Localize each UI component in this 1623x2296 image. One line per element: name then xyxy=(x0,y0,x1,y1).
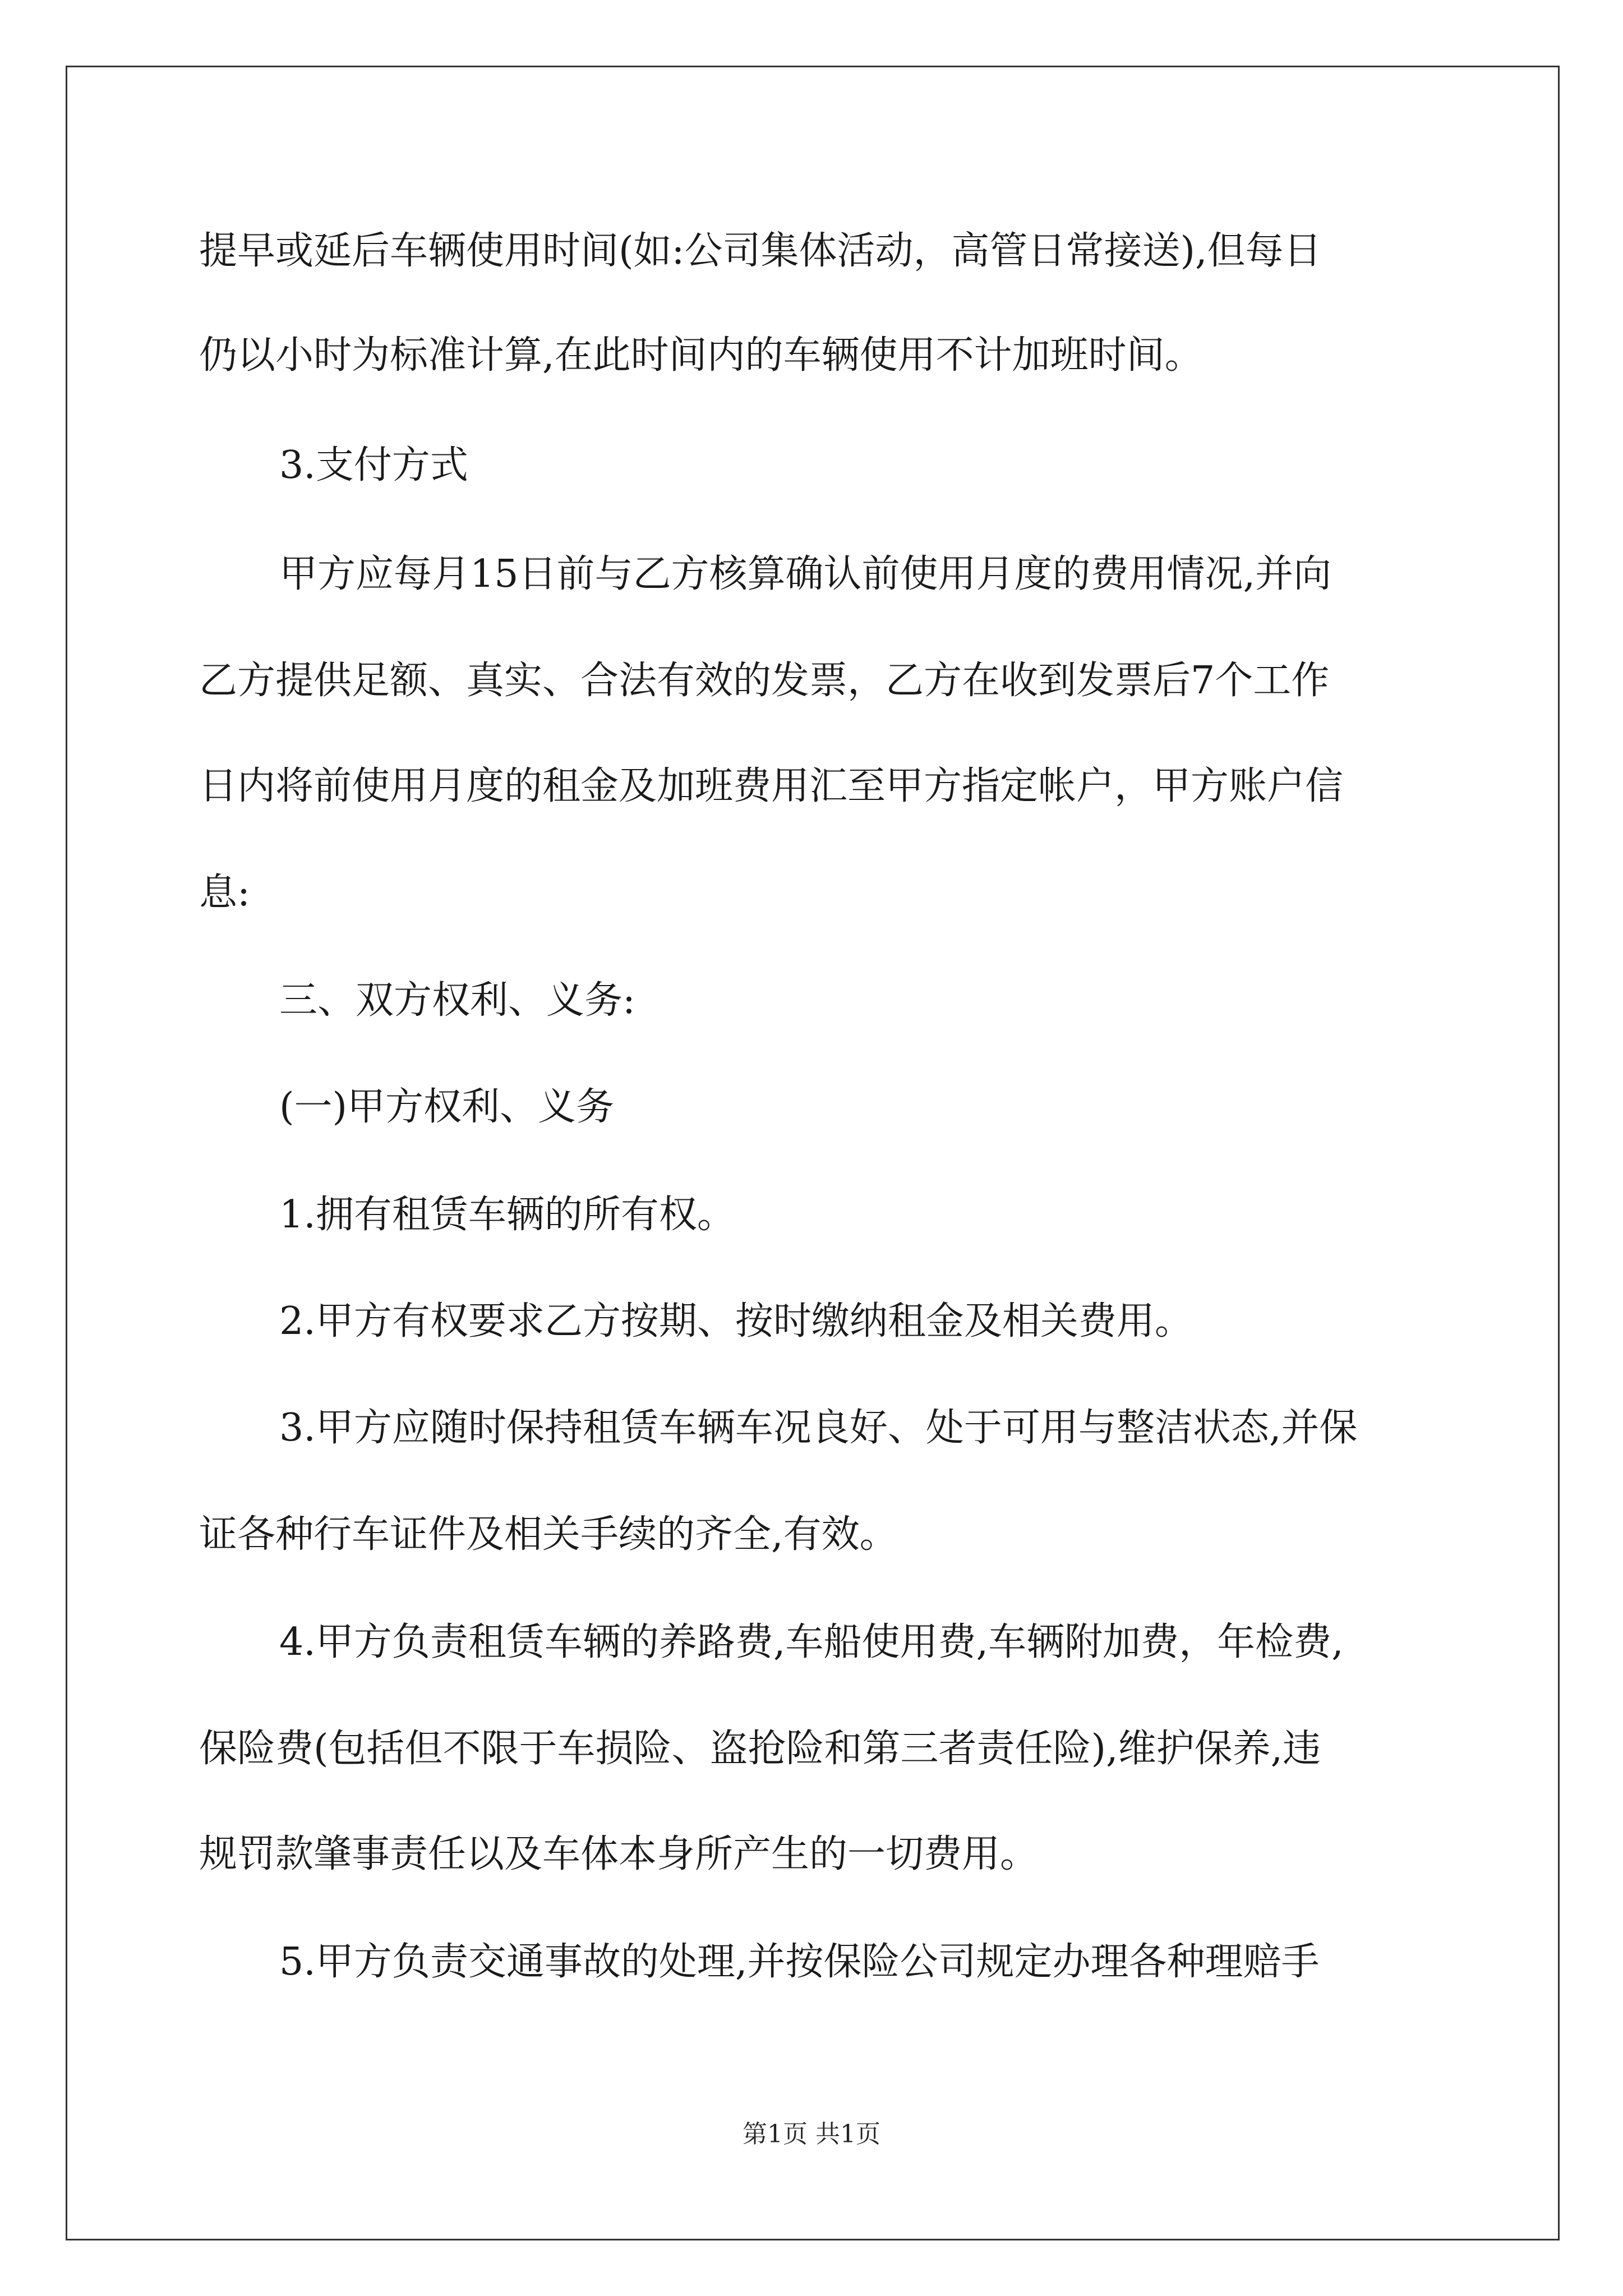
text-line: 甲方应每月15日前与乙方核算确认前使用月度的费用情况,并向 xyxy=(279,552,1332,596)
text-line: 提早或延后车辆使用时间(如:公司集体活动，高管日常接送),但每日 xyxy=(199,229,1322,273)
text-line: 乙方提供足额、真实、合法有效的发票，乙方在收到发票后7个工作 xyxy=(199,659,1330,703)
text-line: 保险费(包括但不限于车损险、盗抢险和第三者责任险),维护保养,违 xyxy=(199,1727,1321,1771)
subsection-heading: (一)甲方权利、义务 xyxy=(279,1085,615,1129)
page-border xyxy=(66,66,1560,2240)
section-heading: 3.支付方式 xyxy=(279,443,468,487)
section-heading: 三、双方权利、义务: xyxy=(279,978,635,1023)
list-item: 5.甲方负责交通事故的处理,并按保险公司规定办理各种理赔手 xyxy=(279,1940,1320,1984)
text-line: 日内将前使用月度的租金及加班费用汇至甲方指定帐户，甲方账户信 xyxy=(199,764,1344,808)
text-line: 息: xyxy=(199,871,250,915)
text-line: 规罚款肇事责任以及车体本身所产生的一切费用。 xyxy=(199,1832,1039,1876)
list-item: 2.甲方有权要求乙方按期、按时缴纳租金及相关费用。 xyxy=(279,1299,1193,1343)
list-item: 3.甲方应随时保持租赁车辆车况良好、处于可用与整洁状态,并保 xyxy=(279,1406,1358,1450)
page-number-footer: 第1页 共1页 xyxy=(743,2120,880,2148)
text-line: 仍以小时为标准计算,在此时间内的车辆使用不计加班时间。 xyxy=(199,333,1203,378)
text-line: 证各种行车证件及相关手续的齐全,有效。 xyxy=(199,1512,898,1557)
list-item: 1.拥有租赁车辆的所有权。 xyxy=(279,1193,735,1237)
list-item: 4.甲方负责租赁车辆的养路费,车船使用费,车辆附加费，年检费, xyxy=(279,1620,1344,1664)
